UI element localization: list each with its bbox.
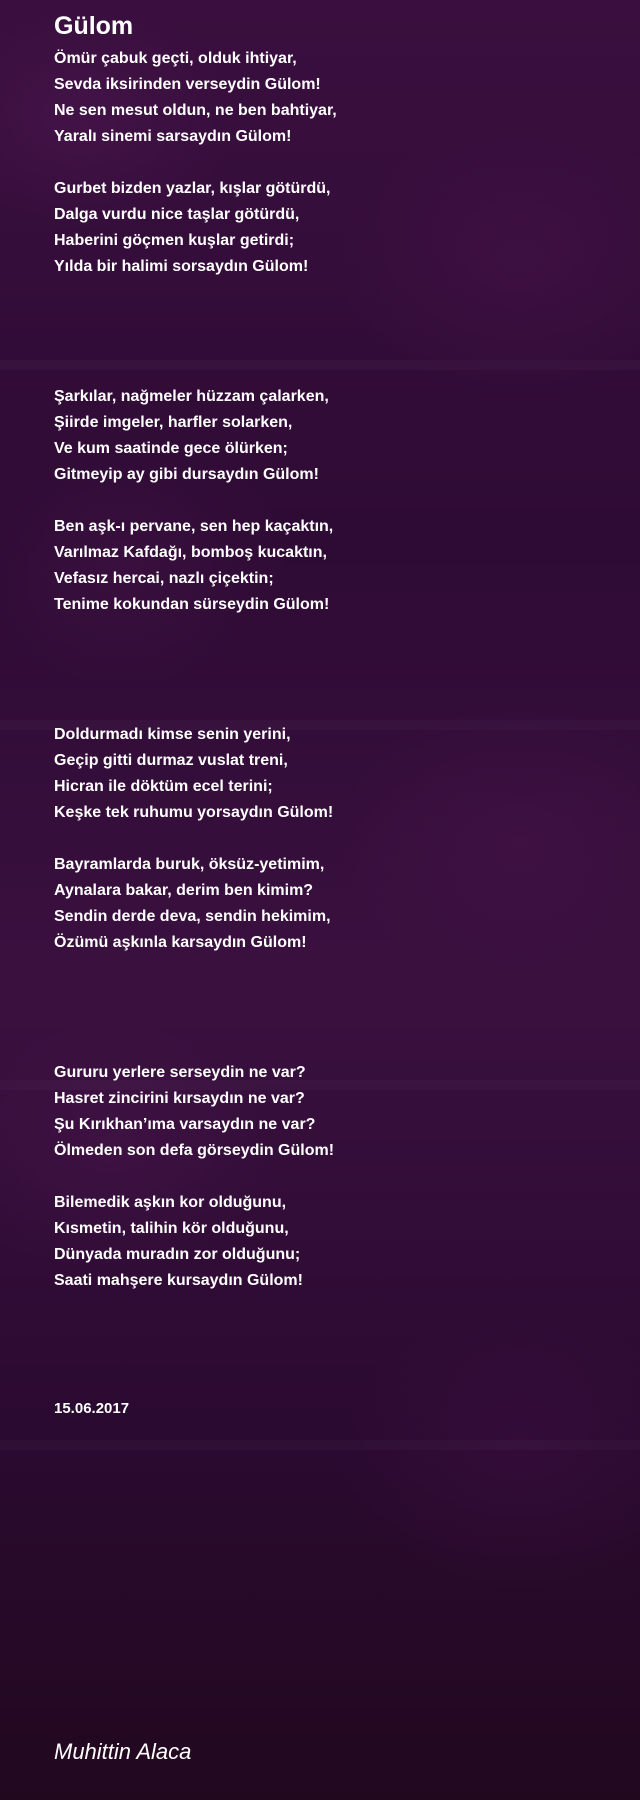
poem-content xyxy=(54,10,614,1420)
stanza xyxy=(54,1060,614,1164)
poem-line: Gururu yerlere serseydin ne var? xyxy=(54,1064,306,1081)
poem-line: Ölmeden son defa görseydin Gülom! xyxy=(54,1142,335,1159)
poem-line: Hasret zincirini kırsaydın ne var? xyxy=(54,1090,305,1107)
poem-line: Yılda bir halimi sorsaydın Gülom! xyxy=(54,258,309,275)
poem-line: Hicran ile döktüm ecel terini; xyxy=(54,778,273,795)
poem-title: Gülom xyxy=(54,12,134,40)
poem-line: Saati mahşere kursaydın Gülom! xyxy=(54,1272,303,1289)
poem-author: Muhittin Alaca xyxy=(54,1739,192,1764)
poem-line: Ömür çabuk geçti, olduk ihtiyar, xyxy=(54,50,297,67)
poem-line: Gurbet bizden yazlar, kışlar götürdü, xyxy=(54,180,331,197)
poem-date: 15.06.2017 xyxy=(54,1400,130,1417)
background-band xyxy=(0,1440,640,1450)
poem-line: Ve kum saatinde gece ölürken; xyxy=(54,440,288,457)
stanza xyxy=(54,852,614,956)
poem-line: Tenime kokundan sürseydin Gülom! xyxy=(54,596,330,613)
stanza xyxy=(54,514,614,618)
poem-line: Yaralı sinemi sarsaydın Gülom! xyxy=(54,128,292,145)
poem-line: Özümü aşkınla karsaydın Gülom! xyxy=(54,934,307,951)
poem-line: Haberini göçmen kuşlar getirdi; xyxy=(54,232,295,249)
stanza xyxy=(54,46,614,150)
poem-section xyxy=(54,46,614,280)
poem-line: Şu Kırıkhan’ıma varsaydın ne var? xyxy=(54,1116,316,1133)
poem-line: Doldurmadı kimse senin yerini, xyxy=(54,726,291,743)
stanza xyxy=(54,1190,614,1294)
poem-line: Şiirde imgeler, harfler solarken, xyxy=(54,414,293,431)
poem-line: Şarkılar, nağmeler hüzzam çalarken, xyxy=(54,388,329,405)
poem-line: Sevda iksirinden verseydin Gülom! xyxy=(54,76,321,93)
poem-line: Dünyada muradın zor olduğunu; xyxy=(54,1246,301,1263)
poem-line: Keşke tek ruhumu yorsaydın Gülom! xyxy=(54,804,334,821)
poem-line: Vefasız hercai, nazlı çiçektin; xyxy=(54,570,274,587)
poem-line: Gitmeyip ay gibi dursaydın Gülom! xyxy=(54,466,319,483)
poem-line: Geçip gitti durmaz vuslat treni, xyxy=(54,752,288,769)
poem-section xyxy=(54,384,614,618)
poem-line: Varılmaz Kafdağı, bomboş kucaktın, xyxy=(54,544,327,561)
stanza xyxy=(54,722,614,826)
stanza xyxy=(54,176,614,280)
poem-line: Kısmetin, talihin kör olduğunu, xyxy=(54,1220,289,1237)
poem-line: Bilemedik aşkın kor olduğunu, xyxy=(54,1194,287,1211)
poem-line: Ben aşk-ı pervane, sen hep kaçaktın, xyxy=(54,518,334,535)
stanza xyxy=(54,384,614,488)
poem-section xyxy=(54,722,614,956)
poem-line: Aynalara bakar, derim ben kimim? xyxy=(54,882,314,899)
poem-section xyxy=(54,1060,614,1294)
poem-line: Ne sen mesut oldun, ne ben bahtiyar, xyxy=(54,102,337,119)
poem-line: Sendin derde deva, sendin hekimim, xyxy=(54,908,331,925)
poem-line: Bayramlarda buruk, öksüz-yetimim, xyxy=(54,856,325,873)
poem-line: Dalga vurdu nice taşlar götürdü, xyxy=(54,206,300,223)
